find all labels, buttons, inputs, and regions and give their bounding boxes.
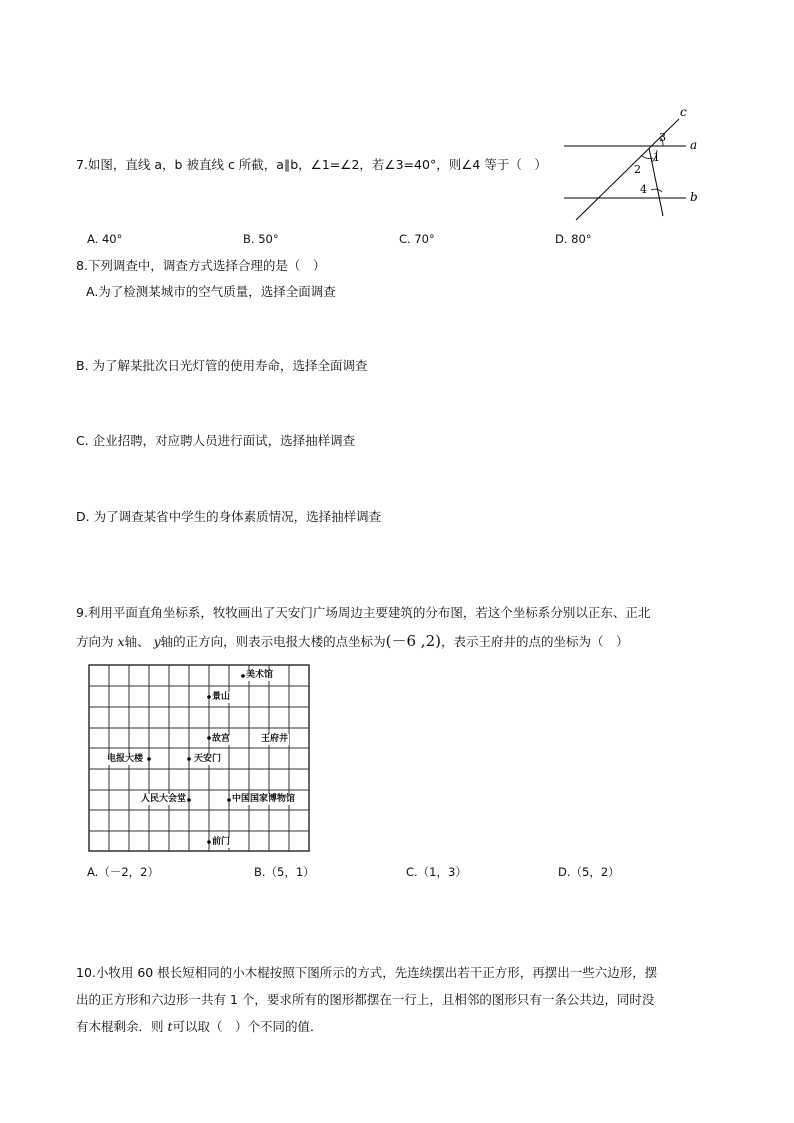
q10-t-var: t	[167, 1019, 173, 1034]
map-label-dianbao: 电报大楼	[107, 754, 144, 764]
q10-line3-a: 有木棍剩余．则	[76, 1019, 164, 1034]
q9-line2-a: 方向为	[76, 634, 114, 649]
q10-line1: 10.小牧用 60 根长短相同的小木棍按照下图所示的方式，先连续摆出若干正方形，再摆出一些六边形，摆	[76, 965, 658, 980]
q9-x-var: x	[117, 634, 125, 649]
q8-stem: 8.下列调查中，调查方式选择合理的是（ ）	[76, 258, 326, 273]
map-label-bowuguan: 中国国家博物馆	[232, 794, 296, 804]
map-label-meishuguan: 美术馆	[246, 670, 274, 680]
map-label-jingshan: 景山	[212, 692, 231, 702]
q10-line2: 出的正方形和六边形一共有 1 个，要求所有的图形都摆在一行上，且相邻的图形只有一条公共边，同时没	[76, 992, 655, 1007]
q9-line2-d: ，表示王府井的点的坐标为（ ）	[440, 634, 629, 649]
q9-option-b: B.（5，1）	[254, 865, 315, 879]
label-4: 4	[640, 183, 647, 196]
q7-option-c: C. 70°	[399, 232, 435, 246]
q8-option-b: B. 为了解某批次日光灯管的使用寿命，选择全面调查	[76, 358, 368, 373]
q9-y-var: y	[153, 634, 161, 649]
q8-option-c: C. 企业招聘，对应聘人员进行面试，选择抽样调查	[76, 433, 356, 448]
q7-option-d: D. 80°	[555, 232, 592, 246]
q9-option-c: C.（1，3）	[406, 865, 467, 879]
label-1: 1	[653, 151, 660, 164]
label-2: 2	[634, 163, 641, 176]
angle4-arc	[651, 189, 662, 192]
q9-map	[88, 664, 310, 852]
q8-option-a: A.为了检测某城市的空气质量，选择全面调查	[86, 284, 336, 299]
label-b: b	[690, 190, 698, 204]
map-label-gugong: 故宫	[212, 734, 231, 744]
q7-option-b: B. 50°	[243, 232, 279, 246]
q9-line2-b: 轴、	[124, 634, 150, 649]
map-label-qianmen: 前门	[212, 837, 231, 847]
q9-line2-c: 轴的正方向，则表示电报大楼的点坐标为	[160, 634, 386, 649]
map-label-tiananmen: 天安门	[194, 754, 222, 764]
q7-parallel-lines-figure	[556, 102, 716, 232]
q9-option-a: A.（－2，2）	[87, 865, 159, 879]
map-label-wangfujing: 王府井	[261, 734, 289, 744]
label-a: a	[690, 138, 698, 152]
map-label-renmin: 人民大会堂	[141, 794, 187, 804]
q7-stem: 7.如图，直线 a，b 被直线 c 所截，a∥b，∠1=∠2，若∠3=40°，则∠4 等于（ ）	[76, 157, 547, 172]
q10-line3-b: 可以取（ ）个不同的值．	[172, 1019, 323, 1034]
label-3: 3	[659, 131, 666, 144]
q7-option-a: A. 40°	[87, 232, 123, 246]
q9-option-d: D.（5，2）	[558, 865, 620, 879]
q9-coord: (－6 ,2)	[385, 632, 441, 650]
q8-option-d: D. 为了调查某省中学生的身体素质情况，选择抽样调查	[76, 509, 382, 524]
q9-line2	[76, 630, 628, 651]
q10-line3	[76, 1017, 323, 1035]
label-c: c	[680, 105, 687, 119]
q9-line1: 9.利用平面直角坐标系，牧牧画出了天安门广场周边主要建筑的分布图，若这个坐标系分别以正东、正北	[76, 605, 651, 620]
